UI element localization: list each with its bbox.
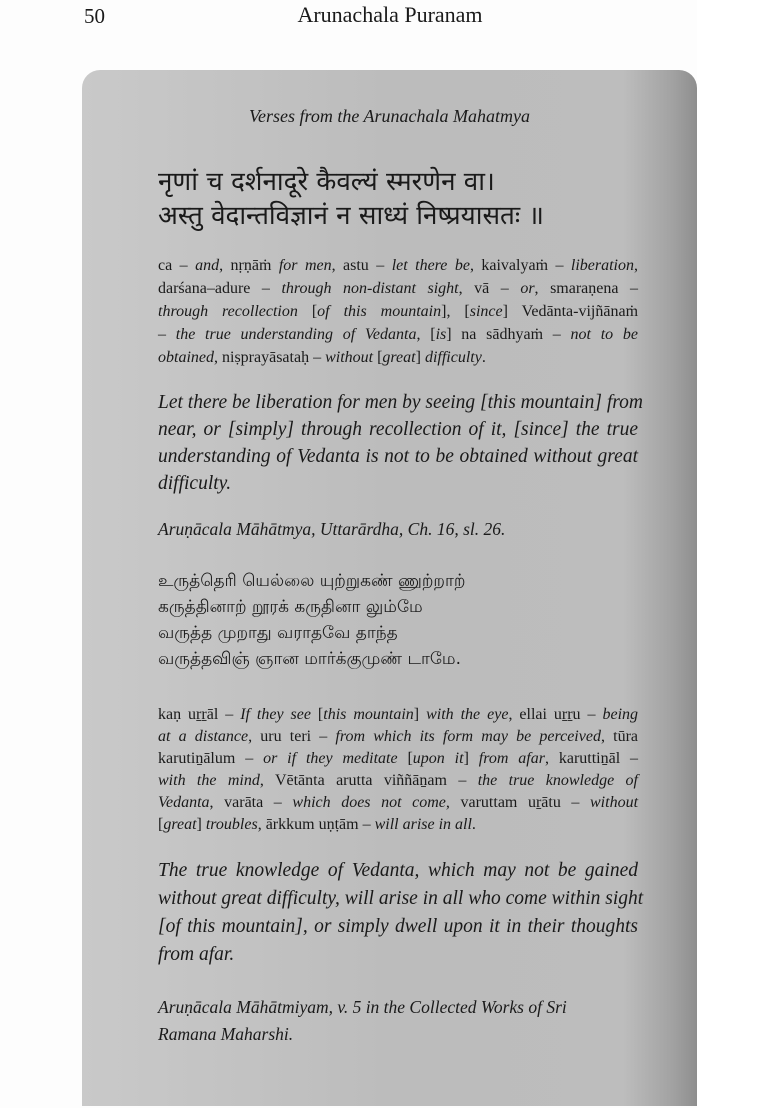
tamil-line: கருத்தினாற் றூரக் கருதினா லும்மே	[158, 597, 423, 617]
translation-line: from afar.	[158, 944, 235, 965]
gloss-meaning: of this mountain	[317, 303, 442, 320]
tamil-line: வருத்தவிஞ் ஞான மார்க்குமுண் டாமே.	[158, 649, 462, 669]
gloss-meaning: If they see	[240, 706, 311, 723]
gloss-meaning: or if they meditate	[263, 750, 398, 767]
gloss-meaning: the true knowledge of	[477, 772, 639, 789]
gloss-meaning: at a distance	[158, 728, 249, 745]
gloss-term: ,	[634, 257, 638, 274]
gloss-meaning: is	[435, 326, 447, 343]
gloss-term: ]	[413, 706, 427, 723]
page-number: 50	[84, 4, 105, 28]
gloss-term: , nṛṇāṁ	[219, 257, 279, 274]
gloss-term: , Vētānta arutta viññāṉam –	[259, 772, 478, 789]
gloss-meaning: this mountain	[323, 706, 414, 723]
gloss-term: karutiṉālum –	[158, 750, 264, 767]
gloss-term: ]	[463, 750, 479, 767]
gloss-term: ], [	[441, 303, 470, 320]
gloss-line	[158, 257, 638, 275]
tamil-line: உருத்தெரி யெல்லை யுற்றுகண் ணுற்றாற்	[158, 571, 466, 591]
gloss-term: [	[158, 816, 164, 833]
gloss-line	[158, 349, 638, 367]
gloss-meaning: since	[469, 303, 503, 320]
gloss-term: kaṇ uṟṟāl –	[158, 706, 241, 723]
gloss-meaning: without	[325, 349, 374, 366]
gloss-meaning: or	[520, 280, 535, 297]
sanskrit-line: नृणां च दर्शनादूरे कैवल्यं स्मरणेन वा।	[158, 167, 495, 197]
gloss-line	[158, 706, 638, 724]
gloss-line	[158, 816, 638, 834]
translation-line: near, or [simply] through recollection of it, [since] the true	[158, 419, 638, 440]
gloss-line	[158, 750, 638, 768]
gloss-meaning: troubles	[205, 816, 258, 833]
gloss-line	[158, 326, 638, 344]
gloss-term: , astu –	[331, 257, 392, 274]
citation: Aruṇācala Māhātmiyam, v. 5 in the Collected Works of Sri	[158, 997, 567, 1017]
translation-line: The true knowledge of Vedanta, which may not be gained	[158, 860, 638, 881]
gloss-term: ]	[196, 816, 206, 833]
translation-line: [of this mountain], or simply dwell upon it in their thoughts	[158, 916, 638, 937]
gloss-line	[158, 728, 638, 746]
translation-line: difficulty.	[158, 473, 232, 494]
gloss-meaning: not to be	[570, 326, 638, 343]
section-title: Verses from the Arunachala Mahatmya	[249, 106, 530, 126]
gloss-meaning: great	[163, 816, 197, 833]
gloss-term: .	[471, 816, 476, 833]
gloss-line	[158, 303, 638, 321]
gloss-meaning: with the eye	[426, 706, 509, 723]
gloss-meaning: Vedanta	[158, 794, 210, 811]
gloss-term: , ārkkum uṇṭām –	[257, 816, 375, 833]
gloss-term: , uru teri –	[248, 728, 336, 745]
gloss-meaning: great	[382, 349, 416, 366]
gloss-term: , smaraṇena –	[534, 280, 639, 297]
translation-line: understanding of Vedanta is not to be obtained without great	[158, 446, 638, 467]
gloss-meaning: for men	[278, 257, 332, 274]
gloss-meaning: from which its form may be perceived	[335, 728, 601, 745]
gloss-meaning: difficulty	[424, 349, 482, 366]
tamil-line: வருத்த முறாது வராதவே தாந்த	[158, 623, 398, 643]
gloss-term: , niṣprayāsataḥ –	[214, 349, 326, 366]
sanskrit-line: अस्तु वेदान्तविज्ञानं न साध्यं निष्प्रयासतः ॥	[158, 201, 544, 231]
gloss-term: [	[397, 750, 413, 767]
gloss-term: .	[481, 349, 486, 366]
gloss-term: ] na sādhyaṁ –	[446, 326, 571, 343]
gloss-line	[158, 772, 638, 790]
page-margin	[697, 0, 780, 1108]
gloss-meaning: through recollection	[158, 303, 298, 320]
gloss-term: [	[310, 706, 324, 723]
gloss-term: ca –	[158, 257, 196, 274]
gloss-meaning: let there be	[391, 257, 470, 274]
gloss-term: , tūra	[600, 728, 639, 745]
gloss-meaning: will arise in all	[374, 816, 472, 833]
gloss-meaning: and	[195, 257, 220, 274]
translation-line: without great difficulty, will arise in all who come within sight	[158, 888, 644, 909]
gloss-term: [	[373, 349, 383, 366]
gloss-term: ] Vedānta-vijñānaṁ	[502, 303, 639, 320]
gloss-meaning: liberation	[570, 257, 634, 274]
gloss-term: darśana–adure –	[158, 280, 282, 297]
gloss-meaning: through non-distant sight	[281, 280, 459, 297]
gloss-meaning: – the true understanding of Vedanta	[158, 326, 417, 343]
gloss-term: , kaivalyaṁ –	[469, 257, 571, 274]
gloss-meaning: upon it	[412, 750, 464, 767]
gloss-meaning: from afar	[478, 750, 545, 767]
gloss-meaning: without	[590, 794, 639, 811]
gloss-term: , ellai uṟṟu –	[508, 706, 603, 723]
gloss-term: varuttam uṟātu –	[449, 794, 590, 811]
gloss-term: ]	[415, 349, 425, 366]
gloss-term: , karuttiṉāl –	[544, 750, 639, 767]
gloss-term: , varāta –	[209, 794, 293, 811]
translation-line: Let there be liberation for men by seeing [this mountain] from	[158, 392, 643, 413]
gloss-meaning: with the mind	[158, 772, 260, 789]
running-title: Arunachala Puranam	[297, 2, 483, 27]
citation: Ramana Maharshi.	[158, 1024, 294, 1044]
gloss-meaning: being	[602, 706, 639, 723]
gloss-term: , [	[416, 326, 436, 343]
citation: Aruṇācala Māhātmya, Uttarārdha, Ch. 16, sl. 26.	[158, 519, 506, 539]
gloss-line	[158, 280, 638, 298]
gloss-term: [	[297, 303, 318, 320]
gloss-meaning: which does not come,	[292, 794, 450, 811]
gloss-line	[158, 794, 638, 812]
gloss-term: , vā –	[458, 280, 521, 297]
gloss-meaning: obtained	[158, 349, 214, 366]
